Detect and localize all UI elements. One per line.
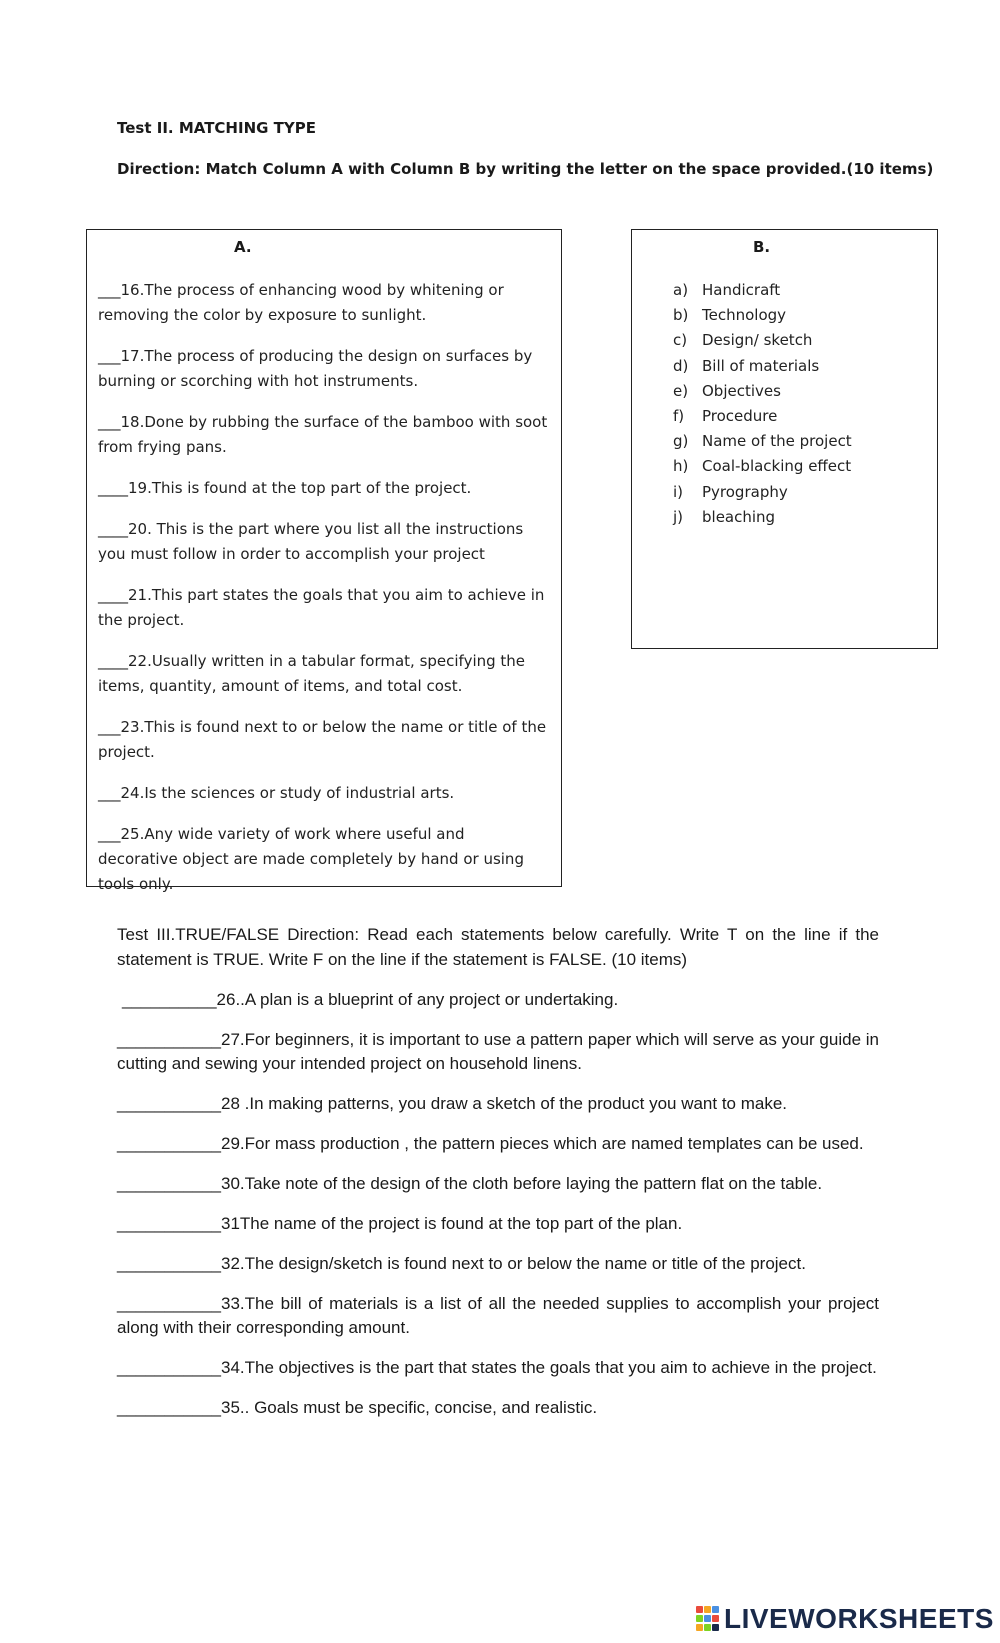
column-b-text: Procedure [702,407,778,426]
column-b-letter: a) [673,281,689,299]
test3-item: ___________28 .In making patterns, you draw a sketch of the product you want to make. [117,1094,788,1113]
column-b-list [673,278,852,530]
liveworksheets-logo-icon [696,1606,720,1632]
column-a-item: ___16.The process of enhancing wood by whitening or removing the color by exposure to sunlight. [98,281,504,324]
column-b-item [673,480,852,505]
column-b-item [673,328,852,353]
column-b-item [673,278,852,303]
test3-item: __________26..A plan is a blueprint of any project or undertaking. [122,990,619,1009]
column-a-heading: A. [234,238,252,256]
column-b-letter: e) [673,381,689,400]
column-b-letter: b) [673,306,689,325]
column-b-item [673,454,852,479]
column-a-item: ___24.Is the sciences or study of industrial arts. [98,784,455,802]
test3-item: ___________30.Take note of the design of the cloth before laying the pattern flat on the table. [117,1174,823,1193]
column-b-item [673,429,852,454]
test3-item: ___________31The name of the project is found at the top part of the plan. [117,1214,683,1233]
test3-item: ___________34.The objectives is the part that states the goals that you aim to achieve in the project. [117,1358,877,1377]
column-b-text: Pyrography [702,482,788,501]
column-b-item [673,505,852,530]
column-b-heading: B. [753,238,771,256]
test2-direction: Direction: Match Column A with Column B by writing the letter on the space provided.(10 items) [117,160,934,178]
column-a-item: ____20. This is the part where you list all the instructions you must follow in order to accomplish your project [98,520,524,563]
column-b-text: Objectives [702,381,781,400]
column-b-text: bleaching [702,507,776,526]
column-b-box [631,229,938,649]
column-a-item: ____19.This is found at the top part of the project. [98,479,472,497]
test2-title: Test II. MATCHING TYPE [117,119,316,137]
liveworksheets-logo[interactable] [696,1603,994,1635]
column-a-item: ____21.This part states the goals that you aim to achieve in the project. [98,586,545,629]
test3-section [117,922,879,1436]
column-b-item [673,354,852,379]
liveworksheets-logo-text: LIVEWORKSHEETS [724,1603,994,1634]
column-b-text: Technology [702,306,787,325]
test3-direction: Test III.TRUE/FALSE Direction: Read each statements below carefully. Write T on the line if the statement is TRUE. Write F on the line if the statement is FALSE. (10 items) [117,925,879,969]
column-b-letter: h) [673,457,689,476]
column-a-box [86,229,562,893]
column-b-item [673,303,852,328]
test3-item: ___________29.For mass production , the pattern pieces which are named templates can be used. [117,1134,864,1153]
column-a-item: ___25.Any wide variety of work where useful and decorative object are made completely by hand or using tools only. [98,825,524,893]
column-b-text: Handicraft [702,281,781,299]
test3-item: ___________33.The bill of materials is a list of all the needed supplies to accomplish your project along with their corresponding amount. [117,1294,879,1337]
column-b-text: Coal-blacking effect [702,457,852,476]
column-a-item: ___18.Done by rubbing the surface of the bamboo with soot from frying pans. [98,413,548,456]
column-a-item: ___23.This is found next to or below the name or title of the project. [98,718,547,761]
column-b-item [673,404,852,429]
column-b-letter: g) [673,432,689,451]
column-b-letter: i) [673,482,684,501]
test3-item: ___________35.. Goals must be specific, concise, and realistic. [117,1398,598,1417]
column-b-letter: d) [673,356,689,375]
column-b-letter: f) [673,407,685,426]
column-b-text: Bill of materials [702,356,820,375]
test3-item: ___________27.For beginners, it is important to use a pattern paper which will serve as your guide in cutting and sewing your intended project on household linens. [117,1030,879,1073]
column-b-text: Design/ sketch [702,331,813,350]
column-b-item [673,379,852,404]
column-b-letter: j) [673,507,684,526]
column-a-list [98,278,548,913]
column-a-item: ____22.Usually written in a tabular format, specifying the items, quantity, amount of items, and total cost. [98,652,526,695]
test3-item: ___________32.The design/sketch is found next to or below the name or title of the project. [117,1254,806,1273]
column-a-item: ___17.The process of producing the design on surfaces by burning or scorching with hot instruments. [98,347,533,390]
column-b-letter: c) [673,331,688,350]
column-b-text: Name of the project [702,432,852,451]
